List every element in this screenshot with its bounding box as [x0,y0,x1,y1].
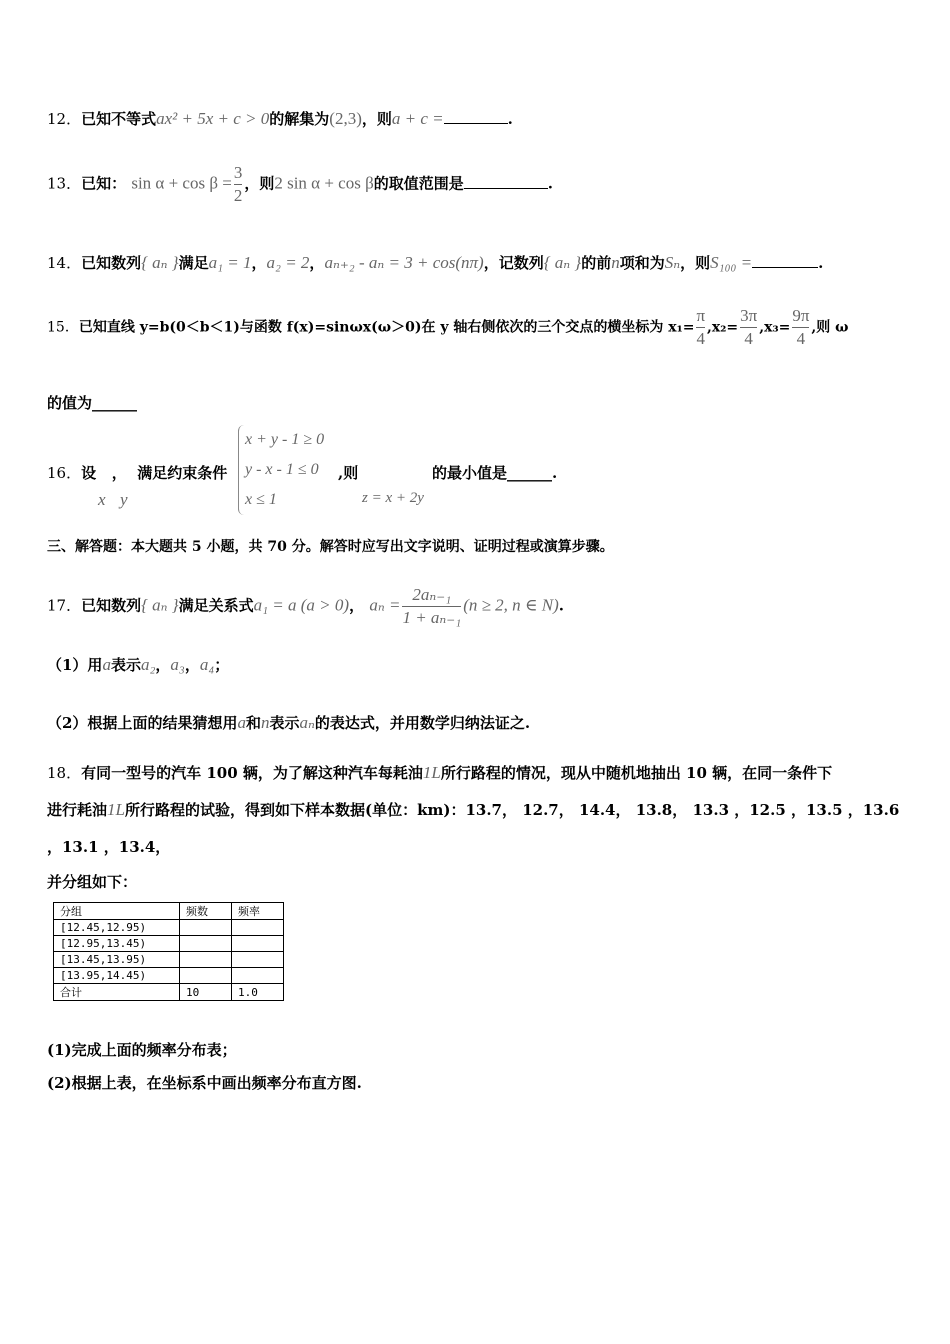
math-sequence: { aₙ } [141,595,179,615]
math-unit: 1L [107,800,125,819]
math-lhs: aₙ = [369,595,401,615]
table-header: 分组 [54,903,180,920]
table-cell [180,936,232,952]
question-number: 12． [47,110,82,128]
question-18-line-3: ，13.1 ，13.4， [47,838,171,856]
question-18-sub-1: (1)完成上面的频率分布表； [47,1041,237,1059]
math-expression: a + c = [391,109,444,128]
table-cell: [12.95,13.45) [54,936,180,952]
question-17: 17．已知数列{ aₙ }满足关系式a₁ = a (a > 0)， aₙ = $\frac{\text{2aₙ₋₁}}{\text{1 + aₙ₋₁}}$ (n ≥ 2, n ∈ N). [47,585,564,627]
answer-blank [444,109,508,124]
math-a1: a₁ = 1 [208,253,252,272]
section-heading: 三、解答题：本大题共 5 小题，共 70 分。解答时应写出文字说明、证明过程或演算步骤。 [47,539,614,555]
table-cell [232,968,284,984]
math-expression: 2 sin α + cos β [274,173,374,193]
table-row [54,968,284,984]
table-cell: [13.95,14.45) [54,968,180,984]
table-cell: 合计 [54,984,180,1001]
math-sequence: { aₙ } [543,253,582,272]
question-17-part-2: （2）根据上面的结果猜想用a和n表示aₙ的表达式，并用数学归纳法证之. [47,713,531,732]
math-fraction: $\frac{3\pi}{4}$ [740,306,758,348]
math-objective: z = x + 2y [362,490,424,506]
table-cell [232,920,284,936]
math-initial: a₁ = a (a > 0) [253,595,350,615]
math-condition: (n ≥ 2, n ∈ N) [463,595,559,615]
math-fraction: $\frac{3}{2}$ [233,163,243,205]
math-fraction: $\frac{\pi}{4}$ [696,306,706,348]
math-var-x: x [98,490,106,509]
answer-blank [752,253,818,268]
table-cell [180,968,232,984]
question-18: 18．有同一型号的汽车 100 辆，为了解这种汽车每耗油1L所行路程的情况，现从中随机地抽出 10 辆，在同一条件下 [47,763,833,782]
table-cell [180,920,232,936]
table-row [54,952,284,968]
math-unit: 1L [422,763,441,782]
question-16: 16．设 ， 满足约束条件 [47,464,228,482]
math-fraction: $\frac{\text{2aₙ₋₁}}{\text{1 + aₙ₋₁}}$ [402,585,462,627]
question-17-part-1: （1）用a表示a₂，a₃，a₄； [47,655,230,674]
constraint-system: x + y - 1 ≥ 0 y - x - 1 ≤ 0 x ≤ 1 [238,425,324,515]
table-cell: [12.45,12.95) [54,920,180,936]
question-18-line-4: 并分组如下： [47,873,138,891]
table-row [54,936,284,952]
table-row [54,920,284,936]
math-equation: sin α + cos β = [131,173,232,193]
math-n: n [611,253,620,272]
table-header: 频率 [232,903,284,920]
table-header-row [54,903,284,920]
question-18-line-2: 进行耗油1L所行路程的试验，得到如下样本数据(单位：km)：13.7， 12.7， 14.4， 13.8， 13.3 ，12.5 ，13.5 ，13.6 [47,800,900,819]
table-cell: 10 [180,984,232,1001]
table-cell [180,952,232,968]
question-13: 13．已知： sin α + cos β = $\frac{3}{2}$ ，则2 sin α + cos β的取值范围是 . [47,163,553,205]
math-recurrence: aₙ₊₂ - aₙ = 3 + cos(nπ) [324,253,484,272]
question-18-sub-2: (2)根据上表，在坐标系中画出频率分布直方图. [47,1074,362,1092]
table-header: 频数 [180,903,232,920]
math-sequence: { aₙ } [141,253,179,272]
table-cell [232,952,284,968]
math-s100: S₁₀₀ = [710,253,753,272]
table-cell [232,936,284,952]
math-a2: a₂ = 2 [266,253,310,272]
frequency-table [53,902,284,1001]
question-number: 13． [47,174,82,193]
question-number: 17． [47,596,82,615]
table-total-row [54,984,284,1001]
question-15-line-2: 的值为______ [47,394,138,412]
math-var-y: y [120,490,128,509]
table-cell: [13.45,13.95) [54,952,180,968]
table-cell: 1.0 [232,984,284,1001]
math-sn: Sₙ [664,253,681,272]
answer-blank [464,174,548,189]
question-15: 15．已知直线 y=b(0＜b＜1)与函数 f(x)=sinωx(ω＞0)在 y 轴右侧依次的三个交点的横坐标为 x₁= $\frac{\pi}{4}$ ,x₂= $\frac{3\pi}{4}$ ,x₃= $\frac{9\pi}{4}$ ,则 ω [47,306,849,348]
math-interval: (2,3) [329,109,362,128]
math-fraction: $\frac{9\pi}{4}$ [792,306,810,348]
question-12: 12．已知不等式ax² + 5x + c > 0的解集为(2,3)，则a + c = . [47,109,513,128]
question-number: 18． [47,764,82,782]
math-inequality: ax² + 5x + c > 0 [156,109,270,128]
question-number: 16． [47,464,82,482]
question-14: 14．已知数列{ aₙ }满足a₁ = 1，a₂ = 2，aₙ₊₂ - aₙ = 3 + cos(nπ)，记数列{ aₙ }的前n项和为Sₙ，则S₁₀₀ = . [47,253,824,272]
question-number: 14． [47,254,82,272]
question-number: 15． [47,319,79,336]
